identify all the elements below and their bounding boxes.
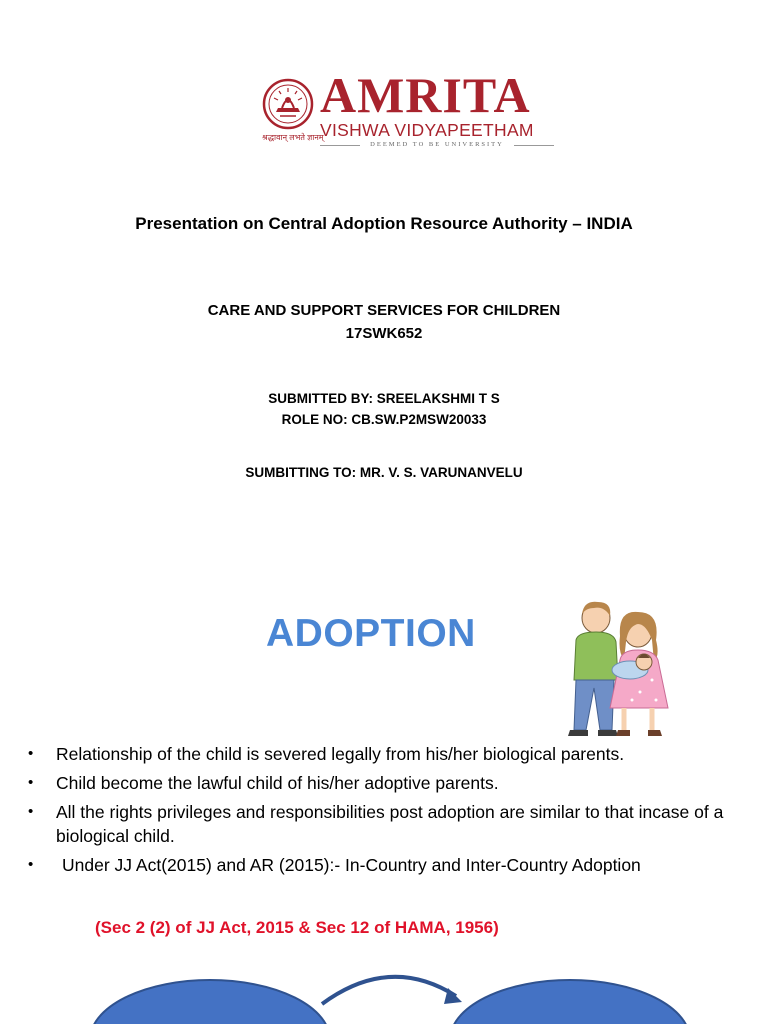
logo-motto: श्रद्धावान् लभते ज्ञानम् [262,133,324,142]
adoption-heading: ADOPTION [266,612,476,655]
bullet-item [28,800,748,848]
family-with-baby-icon [556,596,680,738]
logo-subtitle: VISHWA VIDYAPEETHAM [320,120,534,140]
bullet-marker: • [28,803,34,820]
presentation-title: Presentation on Central Adoption Resource Authority – INDIA [135,214,633,233]
section-reference: (Sec 2 (2) of JJ Act, 2015 & Sec 12 of HAMA, 1956) [95,918,499,937]
bullet-item [28,853,748,877]
course-code: 17SWK652 [345,325,423,342]
bullet-text: Under JJ Act(2015) and AR (2015):- In-Country and Inter-Country Adoption [62,855,641,875]
submitted-by: SUBMITTED BY: SREELAKSHMI T S [268,391,500,406]
adoption-types-diagram [0,960,768,1024]
bullet-text: All the rights privileges and responsibilities post adoption are similar to that incase of a biological child. [56,802,724,846]
bullet-item [28,771,748,795]
logo-name: AMRITA [320,67,531,123]
adoption-bullet-list [28,742,748,882]
logo-tagline: DEEMED TO BE UNIVERSITY [320,141,554,148]
course-name: CARE AND SUPPORT SERVICES FOR CHILDREN [207,302,561,319]
right-oval-shape [450,980,690,1024]
submitting-to: SUMBITTING TO: MR. V. S. VARUNANVELU [245,465,523,480]
bullet-text: Child become the lawful child of his/her adoptive parents. [56,773,499,793]
bullet-marker: • [28,856,34,873]
curved-arrow-shape [322,977,456,1004]
bullet-marker: • [28,745,34,762]
bullet-item [28,742,748,766]
left-oval-shape [90,980,330,1024]
roll-number: ROLE NO: CB.SW.P2MSW20033 [281,412,487,427]
university-logo [262,67,557,152]
university-emblem-icon [262,78,314,130]
bullet-marker: • [28,774,34,791]
bullet-text: Relationship of the child is severed legally from his/her biological parents. [56,744,625,764]
